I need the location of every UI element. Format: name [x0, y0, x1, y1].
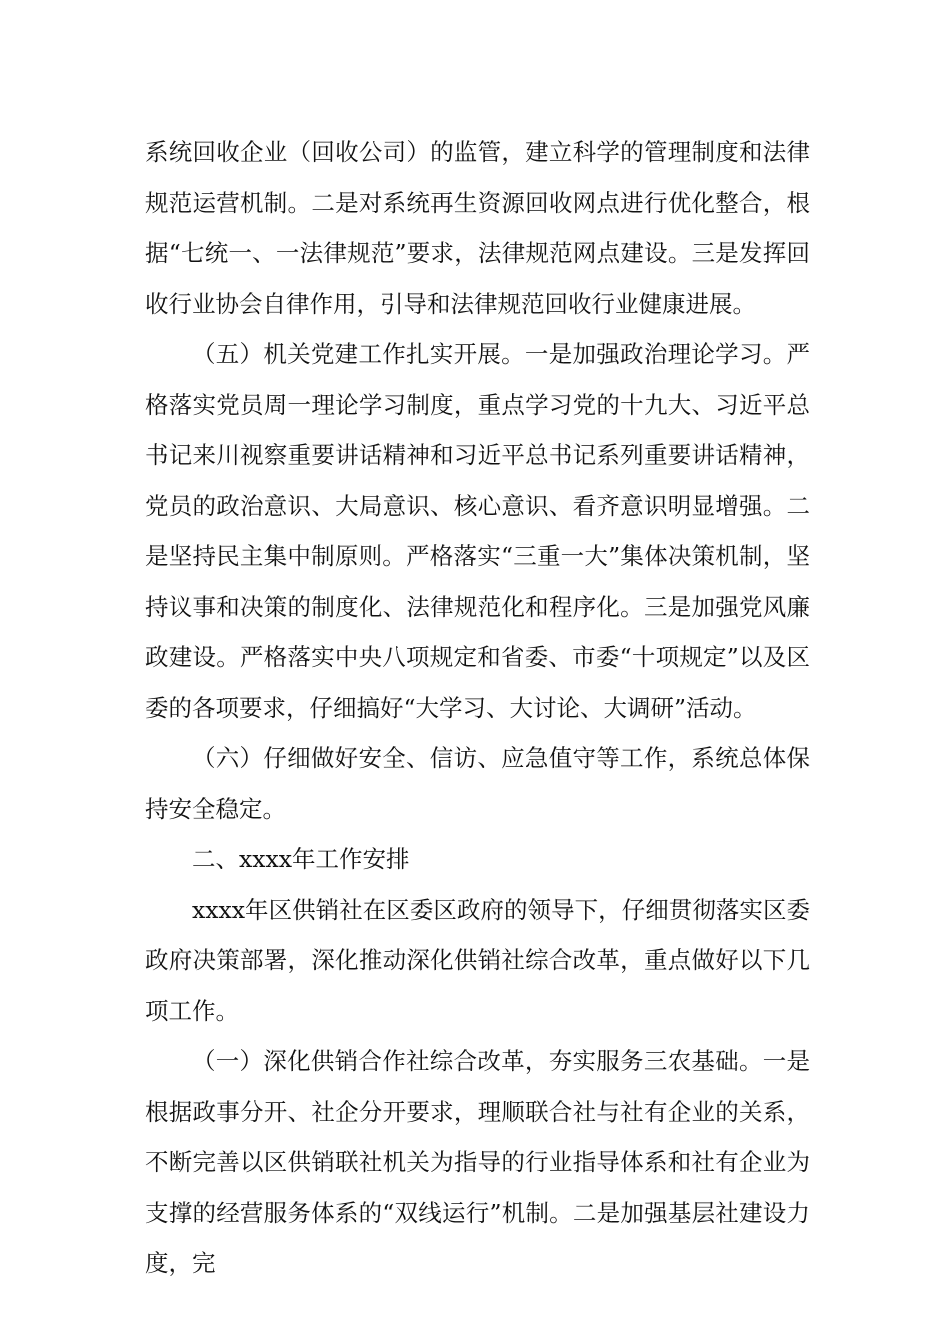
paragraph-5: xxxx年区供销社在区委区政府的领导下，仔细贯彻落实区委政府决策部署，深化推动深化供销社综合改革，重点做好以下几项工作。	[145, 895, 810, 1025]
paragraph-2: （五）机关党建工作扎实开展。一是加强政治理论学习。严格落实党员周一理论学习制度，重点学习党的十九大、习近平总书记来川视察重要讲话精神和习近平总书记系列重要讲话精神，党员的政治意识、大局意识、核心意识、看齐意识明显增强。二是坚持民主集中制原则。严格落实“三重一大”集体决策机制，坚持议事和决策的制度化、法律规范化和程序化。三是加强党风廉政建设。严格落实中央八项规定和省委、市委“十项规定”以及区委的各项要求，仔细搞好“大学习、大讨论、大调研”活动。	[145, 340, 810, 722]
paragraph-1: 系统回收企业（回收公司）的监管，建立科学的管理制度和法律规范运营机制。二是对系统再生资源回收网点进行优化整合，根据“七统一、一法律规范”要求，法律规范网点建设。三是发挥回收行业协会自律作用，引导和法律规范回收行业健康进展。	[145, 138, 810, 318]
section-heading: 二、xxxx年工作安排	[192, 845, 410, 873]
paragraph-3: （六）仔细做好安全、信访、应急值守等工作，系统总体保持安全稳定。	[145, 744, 810, 823]
paragraph-6: （一）深化供销合作社综合改革，夯实服务三农基础。一是根据政事分开、社企分开要求，理顺联合社与社有企业的关系，不断完善以区供销联社机关为指导的行业指导体系和社有企业为支撑的经营服务体系的“双线运行”机制。二是加强基层社建设力度，完	[145, 1047, 810, 1277]
document-body	[145, 127, 810, 1289]
